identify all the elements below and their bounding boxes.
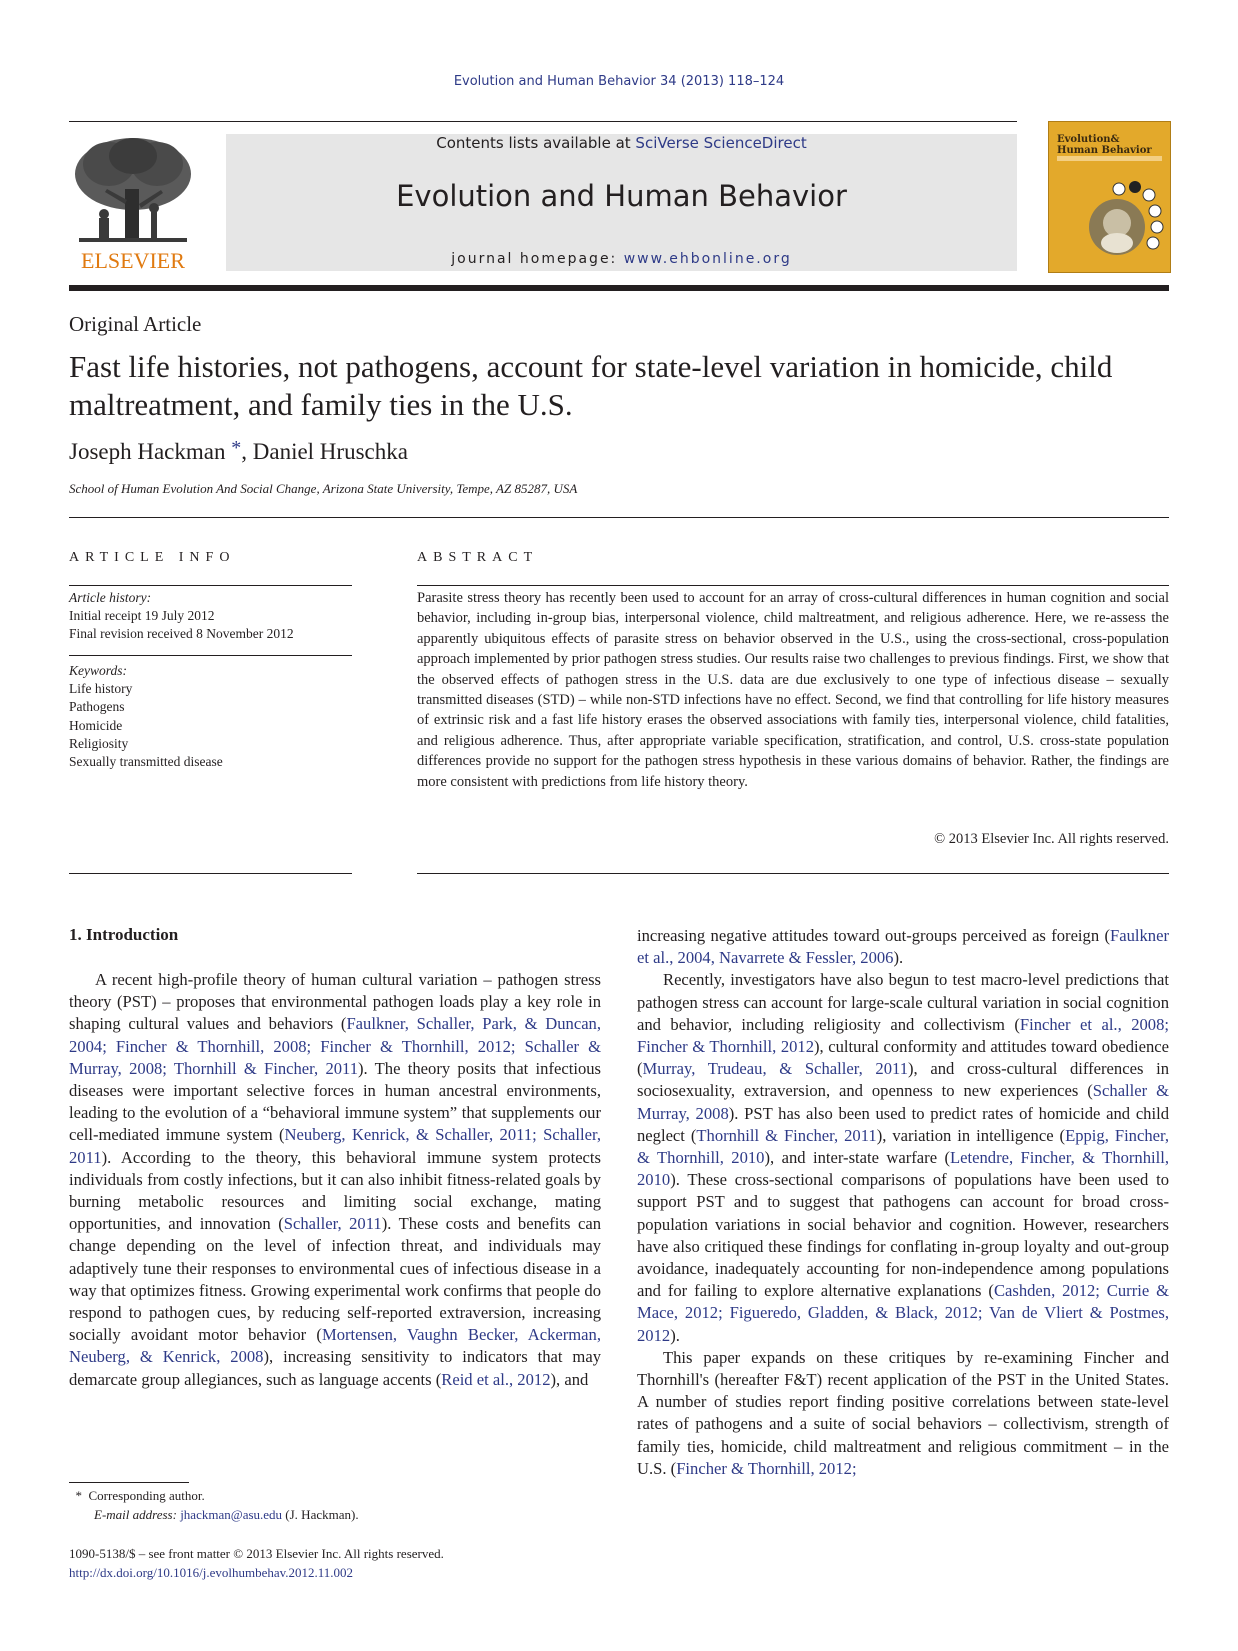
- intro-paragraph: Recently, investigators have also begun to test macro-level predictions that pathogen stress can account for large-scale cultural variation in social cognition and behavior, including religiosity and collectivism (Fincher et al., 2008; Fincher & Thornhill, 2012), cultural conformity and attitudes toward obedience (Murray, Trudeau, & Schaller, 2011), and cross-cultural differences in sociosexuality, extraversion, and openness to new experiences (Schaller & Murray, 2008). PST has also been used to predict rates of homicide and child neglect (Thornhill & Fincher, 2011), variation in intelligence (Eppig, Fincher, & Thornhill, 2010), and inter-state warfare (Letendre, Fincher, & Thornhill, 2010). These cross-sectional comparisons of populations have been used to support PST and to suggest that pathogens can account for broad cross-population variations in social behavior and cognition. However, researchers have also critiqued these findings for conflating in-group loyalty and out-group avoidance, inadequately accounting for non-independence among populations and for failing to explore alternative explanations (Cashden, 2012; Currie & Mace, 2012; Figueredo, Gladden, & Black, 2012; Van de Vliert & Postmes, 2012).: [637, 970, 1170, 1345]
- right-column: [637, 925, 1169, 1480]
- citation-link[interactable]: Faulkner, Schaller, Park, & Duncan, 2004; Fincher & Thornhill, 2008; Fincher & Thornhill, 2012; Schaller & Murray, 2008; Thornhill & Fincher, 2011: [69, 1014, 602, 1078]
- section-heading-introduction: 1. Introduction: [69, 925, 179, 944]
- homepage-line: [226, 251, 1017, 267]
- history-label: Article history:: [69, 590, 152, 605]
- title-rule: [69, 517, 1169, 518]
- footnote-star: *: [75, 1488, 82, 1503]
- issn-line: 1090-5138/$ – see front matter © 2013 Elsevier Inc. All rights reserved.: [69, 1546, 444, 1561]
- citation-link[interactable]: Schaller, 2011: [283, 1214, 382, 1234]
- front-matter: [69, 1544, 444, 1582]
- contents-line: [226, 134, 1017, 152]
- abstract-rule: [417, 585, 1169, 586]
- email-link[interactable]: jhackman@asu.edu: [180, 1507, 283, 1522]
- abstract-rule: [417, 873, 1169, 874]
- elsevier-tree-icon: [69, 134, 197, 274]
- sciencedirect-link[interactable]: SciVerse ScienceDirect: [635, 134, 807, 152]
- citation-link[interactable]: Fincher & Thornhill, 2012;: [676, 1458, 857, 1478]
- footnote-rule: [69, 1482, 189, 1483]
- email-label: E-mail address:: [94, 1507, 181, 1522]
- intro-paragraph: This paper expands on these critiques by re-examining Fincher and Thornhill's (hereafter F&T) recent application of the PST in the United States. A number of studies report finding positive correlations between state-level rates of pathogens and a suite of social behaviors – collectivism, strength of family ties, homicide, child maltreatment and religious commitment – in the U.S. (Fincher & Thornhill, 2012;: [637, 1347, 1169, 1478]
- doi-link[interactable]: http://dx.doi.org/10.1016/j.evolhumbehav.2012.11.002: [69, 1565, 354, 1580]
- citation-link[interactable]: Murray, Trudeau, & Schaller, 2011: [642, 1059, 908, 1079]
- cover-title: Evolution& Human Behavior: [1057, 134, 1152, 156]
- journal-citation[interactable]: Evolution and Human Behavior 34 (2013) 118–124: [453, 74, 785, 89]
- history-received: Initial receipt 19 July 2012: [69, 608, 215, 624]
- header-thick-rule: [69, 285, 1169, 291]
- abstract-heading: ABSTRACT: [417, 550, 539, 565]
- corresponding-author-footnote: [69, 1486, 359, 1524]
- info-rule: [69, 655, 352, 656]
- citation-link[interactable]: Cashden, 2012; Currie & Mace, 2012; Figueredo, Gladden, & Black, 2012; Van de Vliert & Postmes, 2012: [637, 1281, 1169, 1345]
- keywords: [69, 662, 352, 771]
- citation-link[interactable]: Neuberg, Kenrick, & Schaller, 2011; Schaller, 2011: [69, 1125, 601, 1167]
- abstract-copyright: © 2013 Elsevier Inc. All rights reserved.: [934, 831, 1169, 847]
- keyword: Religiosity: [69, 735, 129, 751]
- keywords-label: Keywords:: [69, 663, 127, 678]
- corresponding-author-link[interactable]: *: [231, 437, 242, 459]
- elsevier-logo: [69, 134, 197, 274]
- history-revised: Final revision received 8 November 2012: [69, 626, 294, 642]
- affiliation: School of Human Evolution And Social Change, Arizona State University, Tempe, AZ 85287, USA: [69, 481, 578, 496]
- intro-paragraph-continued: increasing negative attitudes toward out-groups perceived as foreign (Faulkner et al., 2004, Navarrete & Fessler, 2006).: [637, 926, 1169, 968]
- journal-name: Evolution and Human Behavior: [396, 179, 847, 213]
- info-rule: [69, 585, 352, 586]
- cover-strip: [1057, 156, 1162, 161]
- citation-link[interactable]: Fincher et al., 2008; Fincher & Thornhill, 2012: [637, 1014, 1169, 1057]
- intro-paragraph: A recent high-profile theory of human cultural variation – pathogen stress theory (PST) – proposes that environmental pathogen loads play a key role in shaping cultural values and behaviors (Faulkner, Schaller, Park, & Duncan, 2004; Fincher & Thornhill, 2008; Fincher & Thornhill, 2012; Schaller & Murray, 2008; Thornhill & Fincher, 2011). The theory posits that infectious diseases were important selective forces in human ancestral environments, leading to the evolution of a “behavioral immune system” that supplements our cell-mediated immune system (Neuberg, Kenrick, & Schaller, 2011; Schaller, 2011). According to the theory, this behavioral immune system protects individuals from costly infections, but it can also inhibit fitness-related goals by burning metabolic resources and limiting social exchange, mating opportunities, and innovation (Schaller, 2011). These costs and benefits can change depending on the level of infection threat, and individuals may adaptively tune their responses to environmental cues of infectious disease in a way that optimizes fitness. Growing experimental work confirms that people do respond to pathogen cues, by reducing self-reported extraversion, increasing socially avoidant motor behavior (Mortensen, Vaughn Becker, Ackerman, Neuberg, & Kenrick, 2008), increasing sensitivity to indicators that may demarcate group allegiances, such as language accents (Reid et al., 2012), and: [69, 970, 602, 1389]
- email-suffix: (J. Hackman).: [282, 1507, 359, 1522]
- keyword: Sexually transmitted disease: [69, 754, 223, 770]
- top-rule: [69, 121, 1017, 122]
- author-hackman: Joseph Hackman: [69, 439, 226, 464]
- homepage-prefix: journal homepage:: [451, 251, 624, 267]
- left-column: [69, 969, 601, 1391]
- contents-prefix: Contents lists available at: [436, 134, 636, 152]
- authors: [69, 437, 408, 465]
- citation-link[interactable]: Faulkner et al., 2004, Navarrete & Fessler, 2006: [637, 926, 1169, 968]
- citation-link[interactable]: Mortensen, Vaughn Becker, Ackerman, Neuberg, & Kenrick, 2008: [69, 1325, 601, 1367]
- article-type: Original Article: [69, 312, 202, 336]
- keyword: Life history: [69, 681, 133, 697]
- journal-cover[interactable]: [1048, 121, 1171, 273]
- article-info-heading: ARTICLE INFO: [69, 550, 236, 565]
- elsevier-wordmark: ELSEVIER: [81, 248, 185, 273]
- info-rule: [69, 873, 352, 874]
- citation-link[interactable]: Letendre, Fincher, & Thornhill, 2010: [637, 1148, 1170, 1190]
- journal-banner: [226, 134, 1017, 271]
- citation-link[interactable]: Thornhill & Fincher, 2011: [696, 1125, 877, 1145]
- footnote-corresponding: Corresponding author.: [88, 1488, 205, 1503]
- author-hruschka: , Daniel Hruschka: [241, 439, 408, 464]
- keyword: Pathogens: [69, 699, 125, 715]
- article-history: [69, 589, 352, 644]
- cover-portrait-icon: [1079, 177, 1169, 267]
- abstract-text: Parasite stress theory has recently been used to account for an array of cross-cultural differences in human cognition and social behavior, including in-group bias, interpersonal violence, child maltreatment, and religious adherence. Here, we re-assess the apparently ubiquitous effects of parasite stress on behavior observed in the U.S., using the cross-sectional, cross-population approach implemented by prior pathogen stress studies. Our results raise two challenges to previous findings. First, we show that the observed effects of pathogen stress in the U.S. data are due exclusively to one type of infectious disease – sexually transmitted diseases (STD) – while non-STD infections have no effect. Second, we find that controlling for life history measures of extrinsic risk and a fast life history erases the observed associations with family ties, interpersonal violence, child fatalities, and religious adherence. Thus, after appropriate variable specification, stratification, and control, U.S. cross-state population differences provide no support for the pathogen stress hypothesis in these various domains of behavior. Rather, the findings are more consistent with predictions from life history theory.: [417, 590, 1169, 790]
- article-title: Fast life histories, not pathogens, account for state-level variation in homicide, child maltreatment, and family ties in the U.S.: [69, 349, 1113, 422]
- keyword: Homicide: [69, 717, 123, 733]
- citation-link[interactable]: Schaller & Murray, 2008: [637, 1081, 1169, 1123]
- citation-link[interactable]: Reid et al., 2012: [441, 1369, 551, 1389]
- homepage-link[interactable]: www.ehbonline.org: [623, 251, 792, 267]
- citation-link[interactable]: Eppig, Fincher, & Thornhill, 2010: [637, 1125, 1170, 1168]
